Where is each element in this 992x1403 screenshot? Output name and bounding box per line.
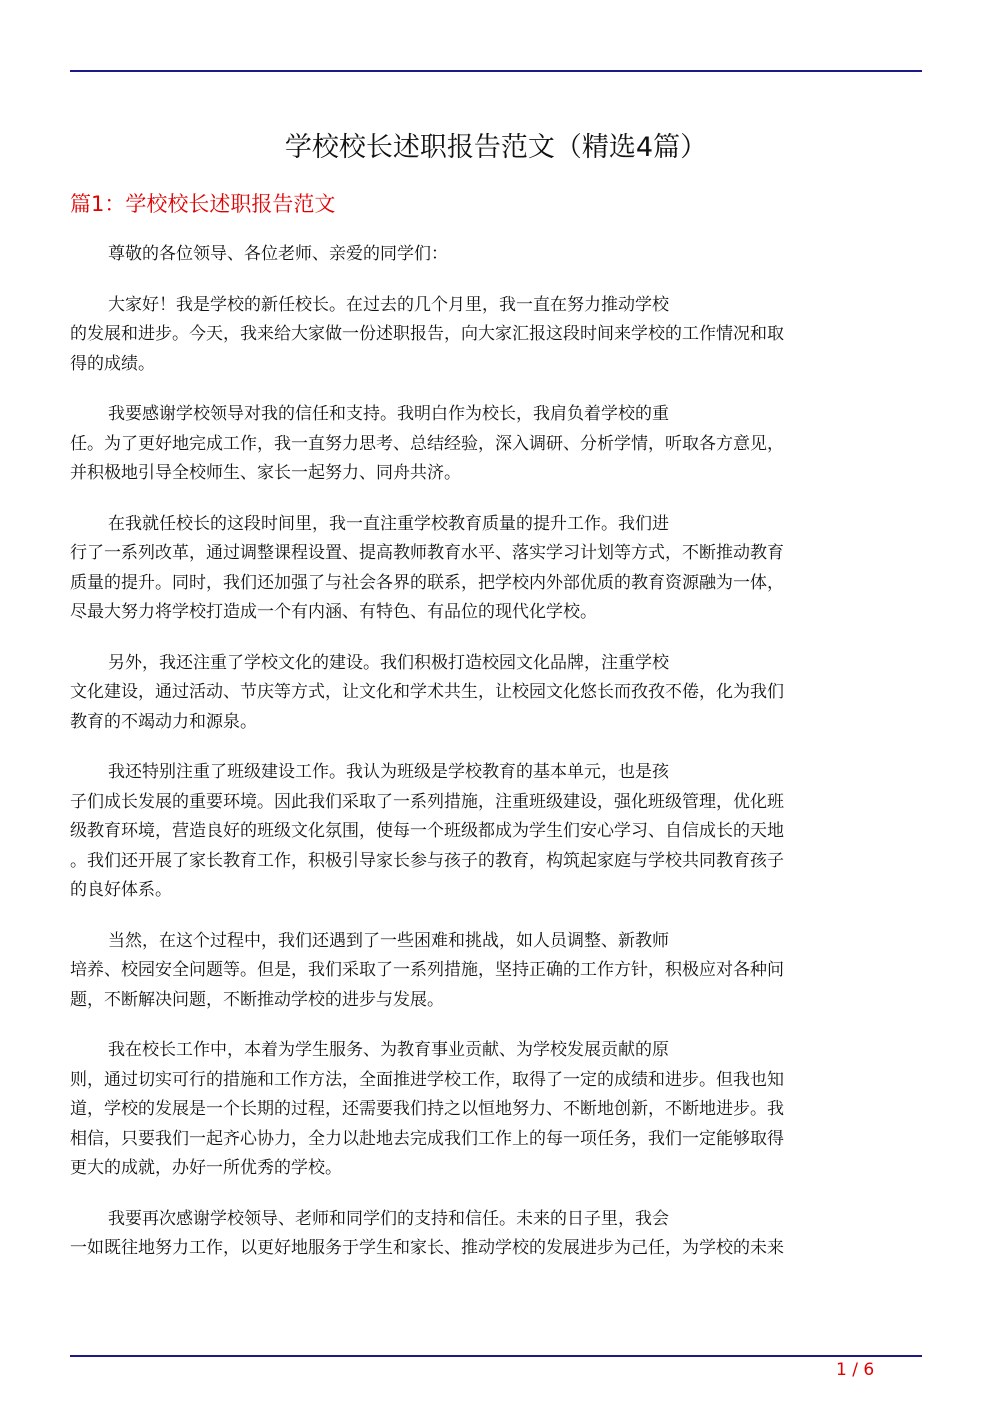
page-number: 1 / 6 (836, 1360, 875, 1380)
text-line: 我要再次感谢学校领导、老师和同学们的支持和信任。未来的日子里，我会 (108, 1208, 669, 1229)
text-line: 相信，只要我们一起齐心协力，全力以赴地去完成我们工作上的每一项任务，我们一定能够取得 (70, 1128, 784, 1149)
paragraph (70, 649, 912, 738)
text-line: 行了一系列改革，通过调整课程设置、提高教师教育水平、落实学习计划等方式，不断推动教育 (70, 543, 784, 563)
document-body (70, 240, 912, 1285)
text-line: 级教育环境，营造良好的班级文化氛围，使每一个班级都成为学生们安心学习、自信成长的天地 (70, 821, 784, 841)
text-line: 另外，我还注重了学校文化的建设。我们积极打造校园文化品牌，注重学校 (108, 652, 669, 673)
paragraph (70, 758, 912, 906)
paragraph (70, 291, 912, 380)
text-line: 当然，在这个过程中，我们还遇到了一些困难和挑战，如人员调整、新教师 (108, 930, 669, 951)
paragraph (70, 1205, 912, 1264)
footer-rule (70, 1355, 922, 1357)
text-line: 教育的不竭动力和源泉。 (70, 711, 257, 732)
text-line: 培养、校园安全问题等。但是，我们采取了一系列措施，坚持正确的工作方针，积极应对各种问 (70, 960, 784, 980)
text-line: 我要感谢学校领导对我的信任和支持。我明白作为校长，我肩负着学校的重 (108, 404, 669, 424)
text-line: 得的成绩。 (70, 353, 155, 374)
text-line: 质量的提升。同时，我们还加强了与社会各界的联系，把学校内外部优质的教育资源融为一体， (70, 572, 784, 593)
text-line: 。我们还开展了家长教育工作，积极引导家长参与孩子的教育，构筑起家庭与学校共同教育孩子 (70, 850, 784, 871)
paragraph (70, 400, 912, 489)
text-line: 并积极地引导全校师生、家长一起努力、同舟共济。 (70, 463, 461, 483)
text-line: 文化建设，通过活动、节庆等方式，让文化和学术共生，让校园文化悠长而孜孜不倦，化为我们 (70, 682, 784, 702)
document-title: 学校校长述职报告范文（精选4篇） (284, 132, 708, 163)
header-rule (70, 70, 922, 72)
text-line: 则，通过切实可行的措施和工作方法，全面推进学校工作，取得了一定的成绩和进步。但我也知 (70, 1069, 784, 1090)
text-line: 大家好！我是学校的新任校长。在过去的几个月里，我一直在努力推动学校 (108, 294, 669, 315)
paragraph (70, 240, 912, 270)
text-line: 题，不断解决问题，不断推动学校的进步与发展。 (70, 989, 444, 1010)
paragraph (70, 927, 912, 1016)
text-line: 道，学校的发展是一个长期的过程，还需要我们持之以恒地努力、不断地创新，不断地进步。我 (70, 1099, 784, 1119)
text-line: 一如既往地努力工作，以更好地服务于学生和家长、推动学校的发展进步为己任，为学校的未来 (70, 1238, 784, 1258)
text-line: 更大的成就，办好一所优秀的学校。 (70, 1158, 342, 1178)
text-line: 我在校长工作中，本着为学生服务、为教育事业贡献、为学校发展贡献的原 (108, 1040, 669, 1060)
text-line: 在我就任校长的这段时间里，我一直注重学校教育质量的提升工作。我们进 (108, 513, 669, 534)
text-line: 任。为了更好地完成工作，我一直努力思考、总结经验，深入调研、分析学情，听取各方意见， (70, 433, 784, 454)
paragraph (70, 510, 912, 628)
section-heading: 篇1：学校校长述职报告范文 (70, 192, 336, 216)
text-line: 的良好体系。 (70, 880, 172, 900)
text-line: 我还特别注重了班级建设工作。我认为班级是学校教育的基本单元，也是孩 (108, 762, 669, 782)
text-line: 尽最大努力将学校打造成一个有内涵、有特色、有品位的现代化学校。 (70, 602, 597, 622)
paragraph (70, 1036, 912, 1184)
text-line: 尊敬的各位领导、各位老师、亲爱的同学们： (108, 244, 448, 264)
text-line: 的发展和进步。今天，我来给大家做一份述职报告，向大家汇报这段时间来学校的工作情况和取 (70, 324, 784, 344)
text-line: 子们成长发展的重要环境。因此我们采取了一系列措施，注重班级建设，强化班级管理，优化班 (70, 791, 784, 812)
